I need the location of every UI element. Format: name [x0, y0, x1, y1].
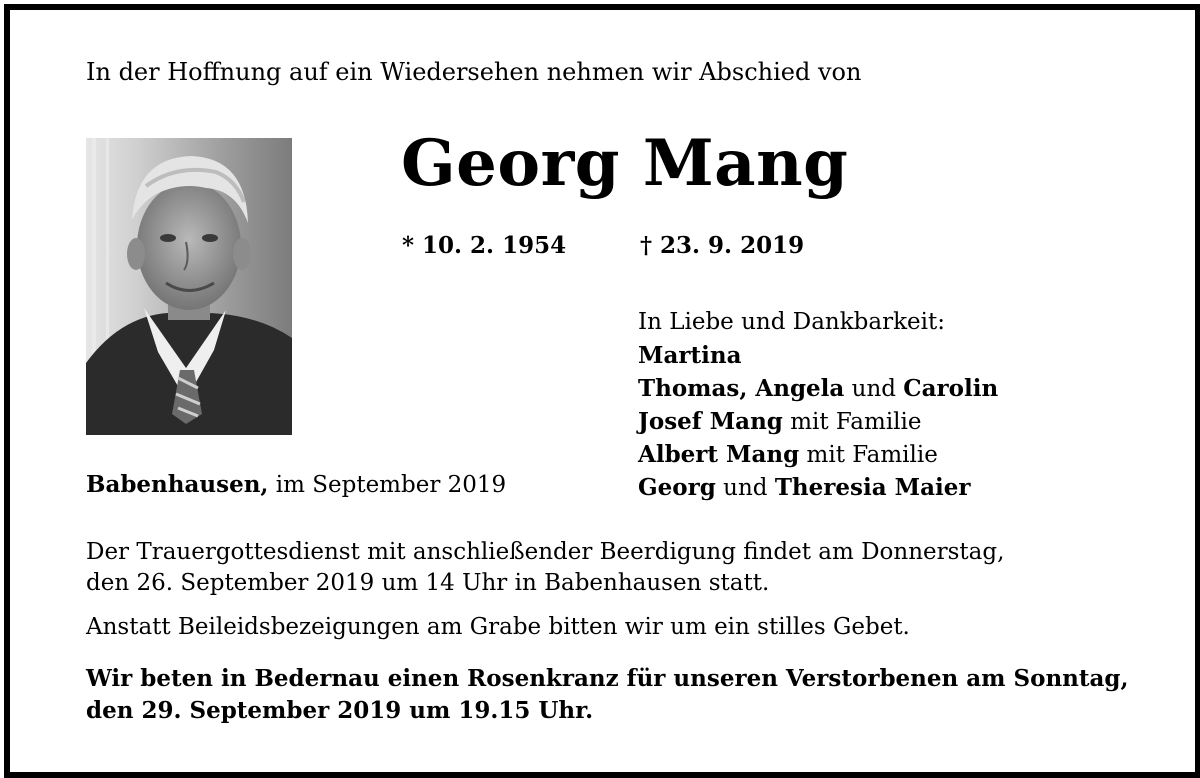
mourner-name: Josef Mang	[638, 408, 783, 435]
place-and-date	[86, 471, 506, 498]
service-text-line2: den 26. September 2019 um 14 Uhr in Babenhausen statt.	[86, 570, 770, 596]
mourners-heading: In Liebe und Dankbarkeit:	[638, 309, 945, 335]
rosary-text-line1: Wir beten in Bedernau einen Rosenkranz für unseren Verstorbenen am Sonntag,	[86, 665, 1129, 692]
place-city: Babenhausen,	[86, 471, 269, 498]
place-date: im September 2019	[275, 472, 507, 498]
mourner-conjunction: und	[851, 376, 896, 402]
mourner-name: Theresia Maier	[774, 474, 971, 501]
mourner-name: Georg	[638, 474, 716, 501]
mourner-name: Martina	[638, 342, 742, 369]
service-text-line1: Der Trauergottesdienst mit anschließender Beerdigung findet am Donnerstag,	[86, 539, 1005, 565]
mourner-suffix: mit Familie	[790, 409, 922, 435]
mourner-suffix: mit Familie	[806, 442, 938, 468]
mourner-line	[638, 438, 938, 472]
mourner-name: Carolin	[903, 375, 999, 402]
mourner-line	[638, 471, 970, 505]
mourner-line	[638, 405, 922, 439]
intro-text: In der Hoffnung auf ein Wiedersehen nehmen wir Abschied von	[86, 58, 862, 86]
birth-date: * 10. 2. 1954	[402, 232, 567, 259]
mourner-name: Thomas, Angela	[638, 375, 845, 402]
mourner-line	[638, 372, 998, 406]
deceased-name: Georg Mang	[401, 126, 849, 201]
portrait-illustration	[86, 138, 292, 435]
death-date: † 23. 9. 2019	[640, 232, 805, 259]
mourner-line	[638, 339, 741, 372]
rosary-text-line2: den 29. September 2019 um 19.15 Uhr.	[86, 697, 594, 724]
mourner-conjunction: und	[723, 475, 768, 501]
portrait-photo	[86, 138, 292, 435]
condolence-request: Anstatt Beileidsbezeigungen am Grabe bitten wir um ein stilles Gebet.	[86, 614, 910, 640]
mourner-name: Albert Mang	[638, 441, 800, 468]
